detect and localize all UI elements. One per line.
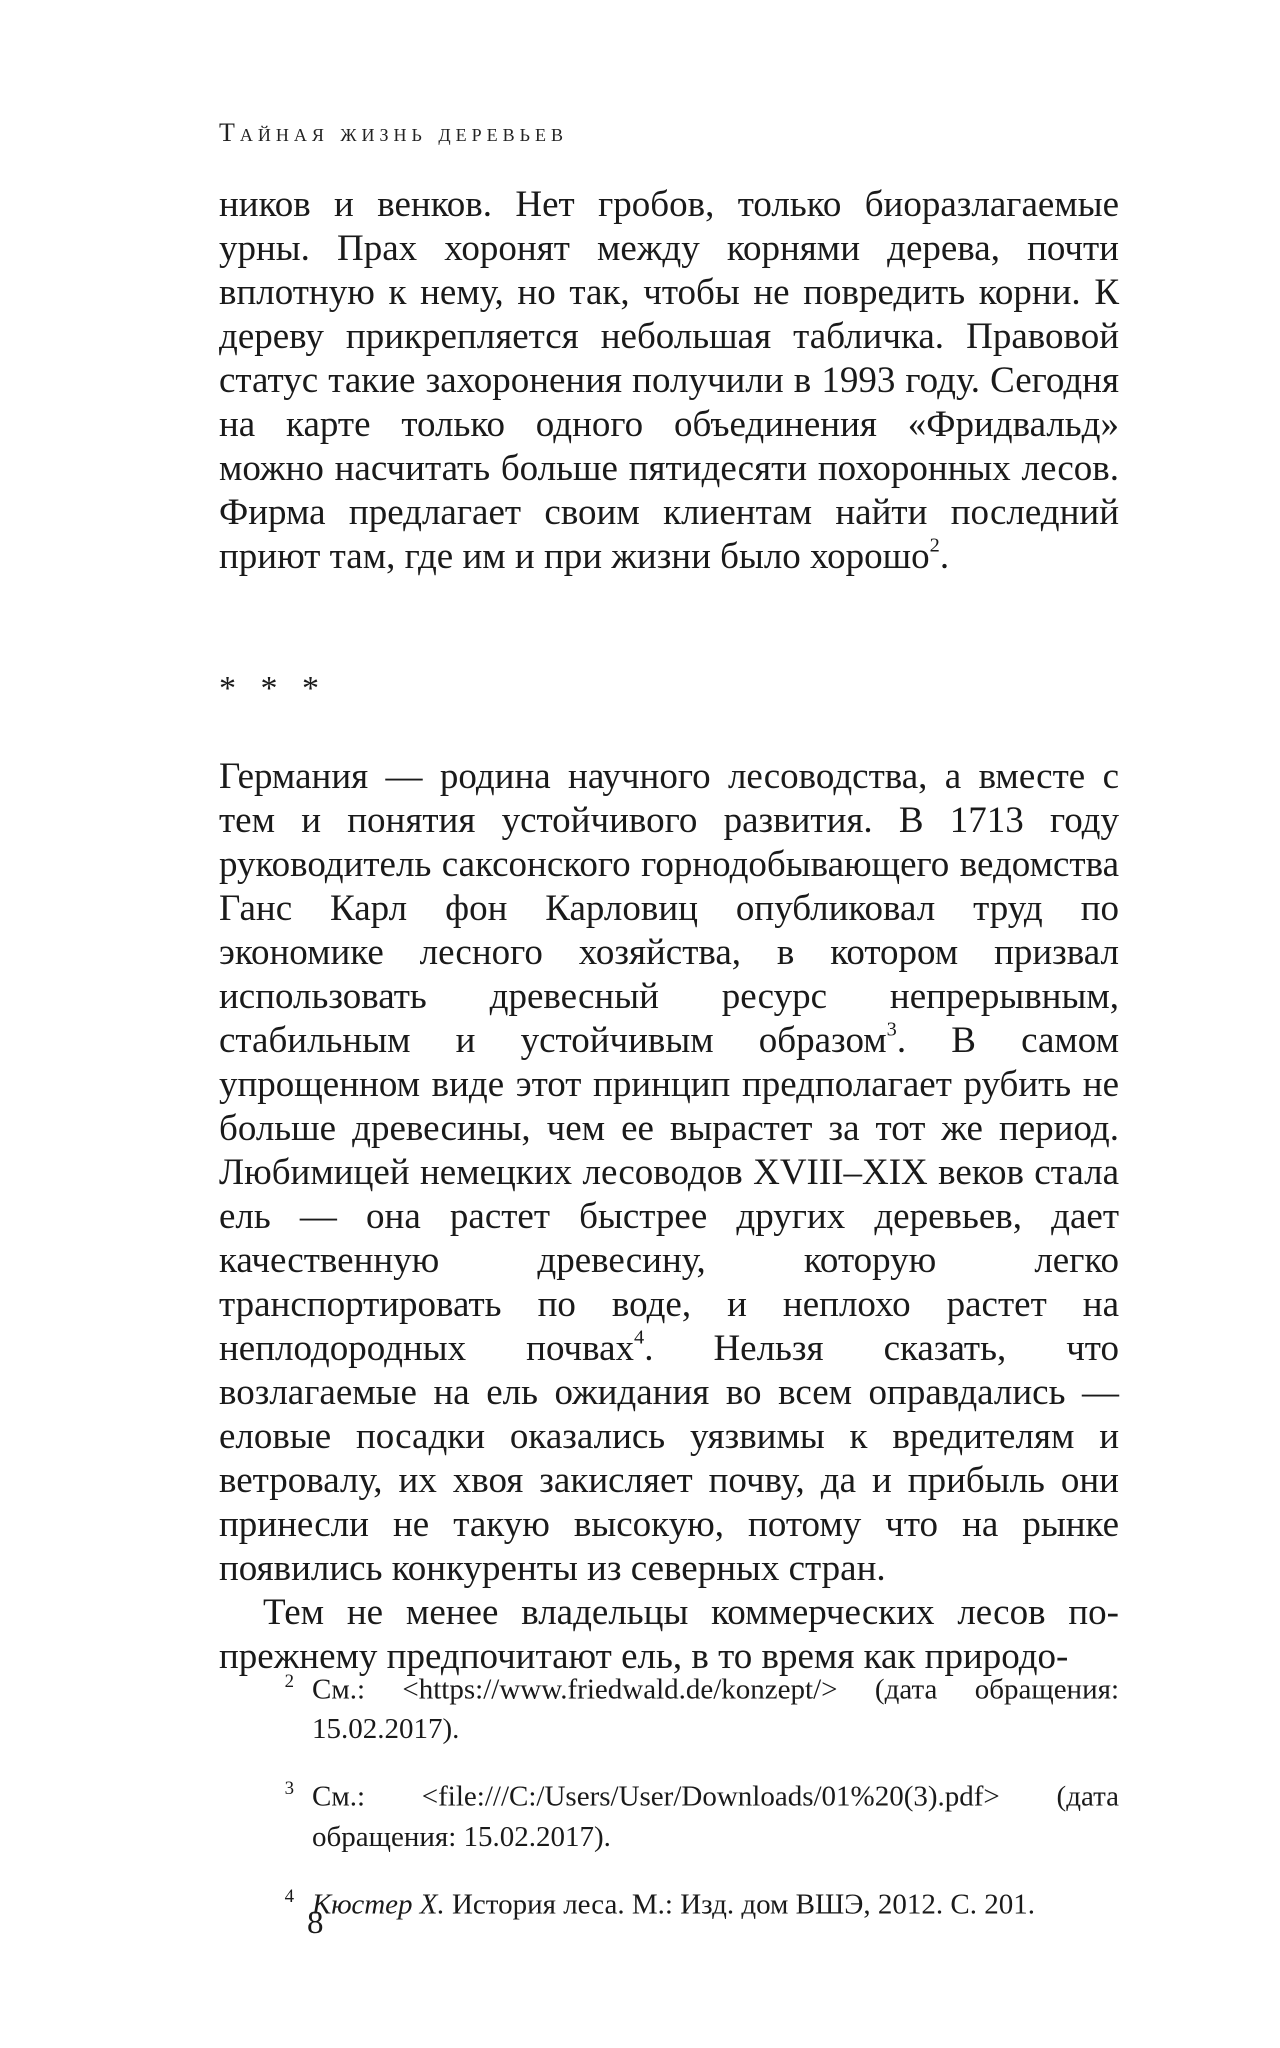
footnote-number: 3 <box>284 1778 294 1800</box>
text-block-main <box>219 755 1119 1679</box>
footnote-author: Кюстер Х. <box>312 1887 445 1920</box>
footnote-text: История леса. М.: Изд. дом ВШЭ, 2012. С. 201. <box>451 1887 1035 1920</box>
footnote-number: 4 <box>284 1885 294 1907</box>
footnote-reference[interactable]: 4 <box>634 1326 645 1349</box>
footnote-reference[interactable]: 2 <box>929 534 940 557</box>
paragraph-text: . В самом упрощенном виде этот принцип предполагает рубить не больше древесины, чем ее вырастет за тот же период. Любимицей немецких лесоводов XVIII–XIX веков стала ель — она растет быстрее других деревьев, дает качественную древесину, которую легко транспортировать по воде, и неплохо растет на неплодородных почвах <box>219 1020 1119 1369</box>
footnote-number: 2 <box>284 1671 294 1692</box>
paragraph <box>219 755 1119 1591</box>
paragraph-text: ников и венков. Нет гробов, только биоразлагаемые урны. Прах хоронят между корнями дерева, почти вплотную к нему, но так, чтобы не повредить корни. К дереву прикрепляется небольшая табличка. Правовой статус такие захоронения получили в 1993 году. Сегодня на карте только одного объединения «Фридвальд» можно насчитать больше пятидесяти похоронных лесов. Фирма предлагает своим клиентам найти последний приют там, где им и при жизни было хорошо <box>219 184 1119 577</box>
footnotes <box>219 1662 1119 1944</box>
text-block-top <box>219 183 1119 579</box>
footnote <box>219 1662 1119 1749</box>
section-separator: * * * <box>219 670 327 707</box>
footnote <box>219 1769 1119 1856</box>
paragraph-text: . Нельзя сказать, что возлагаемые на ель ожидания во всем оправдались — еловые посадки оказались уязвимы к вредителям и ветровалу, их хвоя закисляет почву, да и прибыль они принесли не такую высокую, потому что на рынке появились конкуренты из северных стран. <box>219 1328 1119 1589</box>
paragraph-text: Германия — родина научного лесоводства, а вместе с тем и понятия устойчивого развития. В 1713 году руководитель саксонского горнодобывающего ведомства Ганс Карл фон Карловиц опубликовал труд по экономике лесного хозяйства, в котором призвал использовать древесный ресурс непрерывным, стабильным и устойчивым образом <box>219 756 1119 1061</box>
footnote <box>219 1877 1119 1924</box>
paragraph: Тем не менее владельцы коммерческих лесов по-прежнему предпочитают ель, в то время как природо- <box>219 1592 1119 1677</box>
running-head: Тайная жизнь деревьев <box>219 118 568 147</box>
footnote-text: См.: <file:///C:/Users/User/Downloads/01%20(3).pdf> (дата обращения: 15.02.2017). <box>312 1780 1119 1853</box>
footnote-text: См.: <https://www.friedwald.de/konzept/> (дата обращения: 15.02.2017). <box>312 1673 1119 1746</box>
paragraph-text: . <box>939 536 950 577</box>
paragraph <box>219 183 1119 579</box>
footnote-reference[interactable]: 3 <box>886 1018 897 1041</box>
page-number: 8 <box>307 1905 324 1941</box>
